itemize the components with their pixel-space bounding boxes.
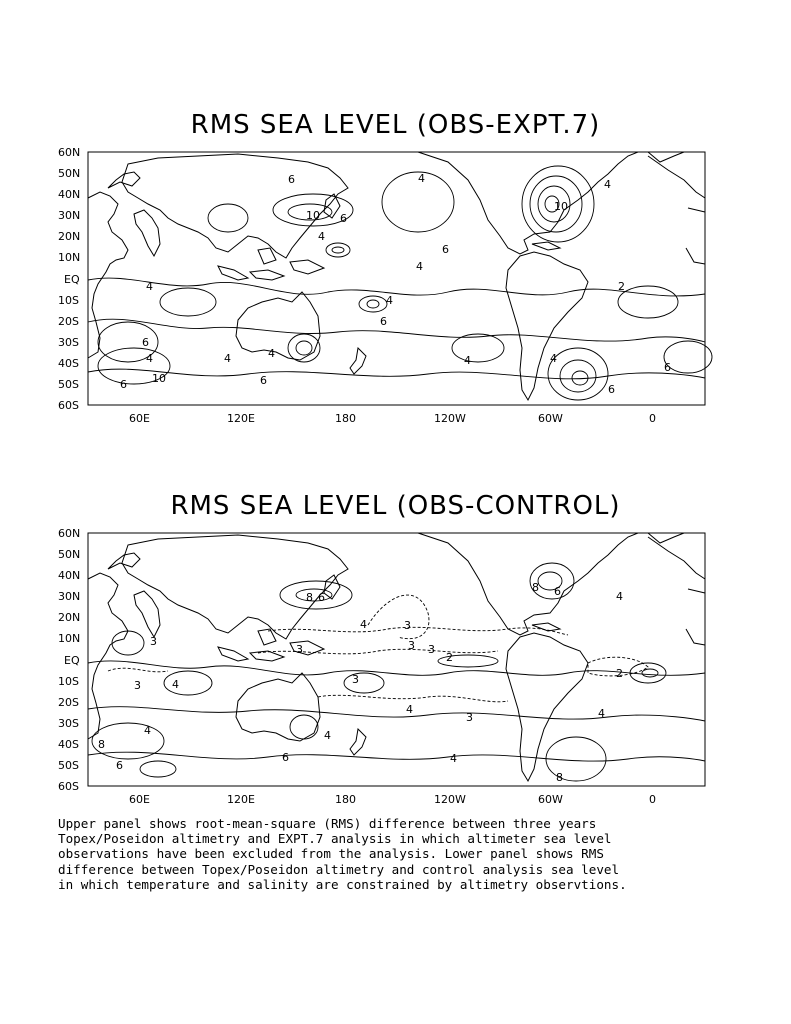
lower-contour-label: 2 xyxy=(616,667,623,680)
lower-lat-label: 40S xyxy=(58,738,79,751)
upper-contour-label: 4 xyxy=(146,280,153,293)
lower-lat-label: 20N xyxy=(58,611,81,624)
lower-contour-label: 3 xyxy=(352,673,359,686)
upper-map xyxy=(88,152,712,405)
upper-lat-label: 50N xyxy=(58,167,81,180)
upper-contour-label: 6 xyxy=(608,383,615,396)
upper-contour-label: 6 xyxy=(442,243,449,256)
lower-lat-label: 20S xyxy=(58,696,79,709)
upper-lat-label: 50S xyxy=(58,378,79,391)
upper-contour-label: 6 xyxy=(288,173,295,186)
lower-lon-label: 120E xyxy=(227,793,255,806)
lower-lon-label: 0 xyxy=(649,793,656,806)
lower-contour-label: 4 xyxy=(360,618,367,631)
lower-lon-label: 60E xyxy=(129,793,150,806)
upper-lat-label: 30N xyxy=(58,209,81,222)
upper-lat-label: 20N xyxy=(58,230,81,243)
lower-contour-label: 6 xyxy=(554,585,561,598)
lower-lon-label: 180 xyxy=(335,793,356,806)
lower-contour-label: 3 xyxy=(408,639,415,652)
upper-lon-labels xyxy=(129,412,656,425)
lower-map-frame xyxy=(88,533,705,786)
lower-contour-label: 8 xyxy=(306,591,313,604)
lower-contour-label: 8 xyxy=(98,738,105,751)
lower-contour-label: 4 xyxy=(324,729,331,742)
lower-contour-label: 4 xyxy=(144,724,151,737)
lower-lat-label: 30N xyxy=(58,590,81,603)
upper-contour-label: 6 xyxy=(142,336,149,349)
lower-lat-label: 50N xyxy=(58,548,81,561)
lower-lat-label: 10S xyxy=(58,675,79,688)
upper-contour-label: 4 xyxy=(224,352,231,365)
lower-lat-label: EQ xyxy=(64,654,80,667)
upper-contour-label: 10 xyxy=(152,372,166,385)
upper-contour-label: 10 xyxy=(306,209,320,222)
lower-contours xyxy=(88,563,705,781)
lower-lat-label: 60S xyxy=(58,780,79,793)
upper-lat-label: 30S xyxy=(58,336,79,349)
upper-contour-label: 6 xyxy=(340,212,347,225)
lower-contour-label: 3 xyxy=(296,643,303,656)
lower-contour-label: 3 xyxy=(466,711,473,724)
upper-contour-label: 4 xyxy=(318,230,325,243)
lower-contour-labels xyxy=(98,581,623,784)
lower-lon-labels xyxy=(129,793,656,806)
upper-lon-label: 120E xyxy=(227,412,255,425)
upper-contour-label: 6 xyxy=(380,315,387,328)
upper-contour-label: 4 xyxy=(416,260,423,273)
upper-lat-label: 40N xyxy=(58,188,81,201)
upper-lat-labels xyxy=(58,146,80,412)
lower-lat-label: 60N xyxy=(58,527,81,540)
upper-contour-label: 4 xyxy=(550,352,557,365)
lower-contour-label: 6 xyxy=(318,591,325,604)
lower-contour-label: 6 xyxy=(116,759,123,772)
lower-lon-label: 120W xyxy=(434,793,466,806)
lower-contour-label: 4 xyxy=(406,703,413,716)
lower-lon-label: 60W xyxy=(538,793,563,806)
lower-lat-label: 40N xyxy=(58,569,81,582)
upper-lat-label: 20S xyxy=(58,315,79,328)
upper-contour-label: 4 xyxy=(464,354,471,367)
lower-lat-label: 10N xyxy=(58,632,81,645)
lower-contour-label: 4 xyxy=(172,678,179,691)
upper-lon-label: 180 xyxy=(335,412,356,425)
lower-panel-title: RMS SEA LEVEL (OBS-CONTROL) xyxy=(170,491,621,521)
lower-contour-label: 8 xyxy=(532,581,539,594)
upper-contour-label: 6 xyxy=(664,361,671,374)
lower-contour-label: 3 xyxy=(134,679,141,692)
upper-contour-label: 4 xyxy=(146,352,153,365)
lower-map xyxy=(88,533,705,786)
upper-map-frame xyxy=(88,152,705,405)
upper-lat-label: EQ xyxy=(64,273,80,286)
upper-contour-label: 2 xyxy=(618,280,625,293)
upper-lat-label: 60S xyxy=(58,399,79,412)
lower-contour-label: 2 xyxy=(446,651,453,664)
upper-contour-label: 10 xyxy=(554,200,568,213)
lower-contour-label: 8 xyxy=(556,771,563,784)
upper-lon-label: 60W xyxy=(538,412,563,425)
lower-contour-label: 3 xyxy=(404,619,411,632)
lower-contour-label: 3 xyxy=(150,635,157,648)
upper-contour-label: 4 xyxy=(268,347,275,360)
lower-lat-label: 30S xyxy=(58,717,79,730)
lower-contour-label: 4 xyxy=(450,752,457,765)
upper-contour-label: 6 xyxy=(260,374,267,387)
upper-panel-title: RMS SEA LEVEL (OBS-EXPT.7) xyxy=(190,110,601,140)
upper-contour-label: 4 xyxy=(386,294,393,307)
lower-lat-label: 50S xyxy=(58,759,79,772)
upper-lat-label: 60N xyxy=(58,146,81,159)
lower-contour-label: 4 xyxy=(616,590,623,603)
upper-contour-label: 4 xyxy=(418,172,425,185)
upper-lon-label: 60E xyxy=(129,412,150,425)
lower-lat-labels xyxy=(58,527,80,793)
lower-contour-label: 6 xyxy=(282,751,289,764)
upper-contour-label: 4 xyxy=(604,178,611,191)
lower-contour-label: 4 xyxy=(598,707,605,720)
figure-caption: Upper panel shows root-mean-square (RMS) difference between three years Topex/Poseidon altimetry and EXPT.7 analysis in which altimeter sea level observations have been excluded from the analysis. Lower panel shows RMS difference between Topex/Poseidon altimetry and control analysis sea level in which temperature and salinity are constrained by altimetry observtions. xyxy=(58,816,627,892)
lower-contour-label: 3 xyxy=(428,643,435,656)
upper-lat-label: 40S xyxy=(58,357,79,370)
upper-lon-label: 0 xyxy=(649,412,656,425)
upper-lat-label: 10S xyxy=(58,294,79,307)
upper-lon-label: 120W xyxy=(434,412,466,425)
upper-contour-label: 6 xyxy=(120,378,127,391)
upper-lat-label: 10N xyxy=(58,251,81,264)
upper-coastlines xyxy=(88,152,705,400)
